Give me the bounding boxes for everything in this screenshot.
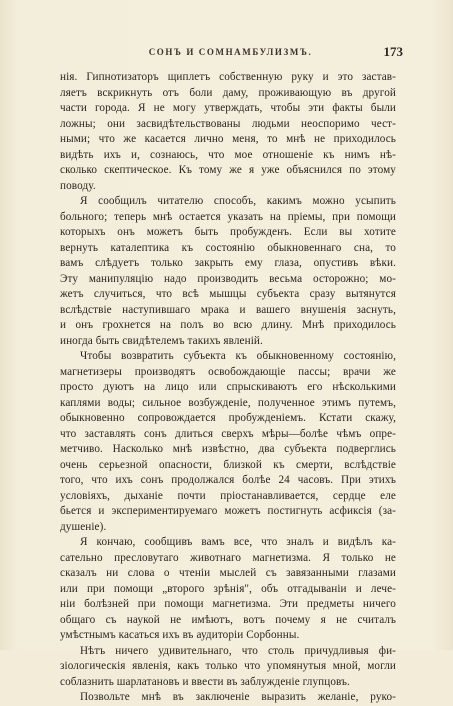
text-line: Я кончаю, сообщивъ вамъ все, что зналъ и видѣлъ ка- xyxy=(80,536,396,548)
text-line: сательно пресловутаго животнаго магнетизма. Я только не xyxy=(60,551,396,564)
text-line: обыкновенно сопровождается пробужденіемъ. Кстати скажу, xyxy=(60,412,396,424)
text-line: ляетъ вскрикнуть отъ боли даму, проживающую въ другой xyxy=(60,86,396,99)
page-number: 173 xyxy=(383,44,403,59)
text-line: и онъ грохнется на полъ во всю длину. Мнѣ приходилось xyxy=(60,319,396,331)
text-line: условіяхъ, дыханіе почти пріостанавливается, сердце еле xyxy=(60,489,396,502)
text-line: Позвольте мнѣ въ заключеніе выразить желаніе, руко- xyxy=(80,691,396,703)
text-line: Я сообщилъ читателю способъ, какимъ можно усыпить xyxy=(80,195,396,207)
text-line: нія. Гипнотизаторъ щиплетъ собственную руку и это застав- xyxy=(60,71,396,83)
text-line: вслѣдствіе наступившаго мрака и вашего внушенія заснуть, xyxy=(60,303,396,316)
text-line: вернуть каталептика къ состоянію обыкновеннаго сна, то xyxy=(60,241,396,254)
text-line: зіологическія явленія, какъ только что упомянутыя мной, могли xyxy=(60,660,396,672)
text-line: бьется и экспериментируемаго можетъ постигнуть асфиксія (за- xyxy=(60,505,396,517)
text-line: соблазнить шарлатановъ и ввести въ заблужденіе глупцовъ. xyxy=(60,675,350,688)
text-line: или при помощи „второго зрѣнія", объ отгадываніи и лече- xyxy=(60,582,396,595)
text-line: вамъ слѣдуетъ только закрыть ему глаза, опустивъ вѣки. xyxy=(60,257,396,269)
text-line: ніи болѣзней при помощи магнетизма. Эти предметы ничего xyxy=(60,598,396,610)
text-line: сколько скептическое. Къ тому же я уже объяснился по этому xyxy=(60,164,396,176)
text-line: того, что ихъ сонъ продолжался болѣе 24 часовъ. При этихъ xyxy=(60,474,396,486)
text-line: общаго съ наукой не имѣютъ, вотъ почему я не считалъ xyxy=(60,613,396,626)
text-line: видѣть ихъ и, сознаюсь, что мое отношеніе къ нимъ нѣ- xyxy=(60,148,396,161)
text-line: Чтобы возвратить субъекта къ обыкновенному состоянію, xyxy=(80,350,396,362)
text-line: больного; теперь мнѣ остается указать на пріемы, при помощи xyxy=(60,210,396,223)
text-line: иногда быть свидѣтелемъ такихъ явленій. xyxy=(60,334,263,347)
text-line: поводу. xyxy=(60,179,96,192)
running-title: СОНЪ И СОМНАМБУЛИЗМЪ. xyxy=(148,47,313,57)
text-line: просто дуютъ на лицо или спрыскиваютъ его нѣсколькими xyxy=(60,381,396,393)
text-line: душеніе). xyxy=(60,520,107,533)
text-line: умѣстнымъ касаться ихъ въ аудиторіи Сорбонны. xyxy=(60,629,300,641)
text-line: очень серьезной опасности, близкой къ смерти, вслѣдствіе xyxy=(60,458,396,471)
text-line: метчиво. Насколько мнѣ извѣстно, два субъекта подверглись xyxy=(60,443,396,455)
body-text xyxy=(60,70,396,706)
text-line: жетъ случиться, что всѣ мышцы субъекта сразу вытянутся xyxy=(60,288,396,300)
text-line: ными; что же касается лично меня, то мнѣ не приходилось xyxy=(60,133,396,145)
text-line: части города. Я не могу утверждать, чтобы эти факты были xyxy=(60,102,396,114)
text-line: Нѣтъ ничего удивительнаго, что столь причудливыя фи- xyxy=(80,644,396,657)
text-line: каплями воды; сильное возбужденіе, полученное этимъ путемъ, xyxy=(60,396,396,409)
text-line: сказалъ ни слова о чтеніи мыслей съ завязанными глазами xyxy=(60,567,396,579)
text-line: Эту манипуляцію надо производить весьма осторожно; мо- xyxy=(60,272,396,285)
page-header xyxy=(58,44,403,61)
text-line: что заставлять сонъ длиться сверхъ мѣры—болѣе чѣмъ опре- xyxy=(60,427,396,440)
text-line: которыхъ онъ можетъ быть пробужденъ. Если вы хотите xyxy=(60,226,396,238)
text-line: ложны; они засвидѣтельствованы людьми неоспоримо чест- xyxy=(60,117,396,130)
text-line: магнетизеры производятъ освобождающіе пассы; врачи же xyxy=(60,365,396,378)
